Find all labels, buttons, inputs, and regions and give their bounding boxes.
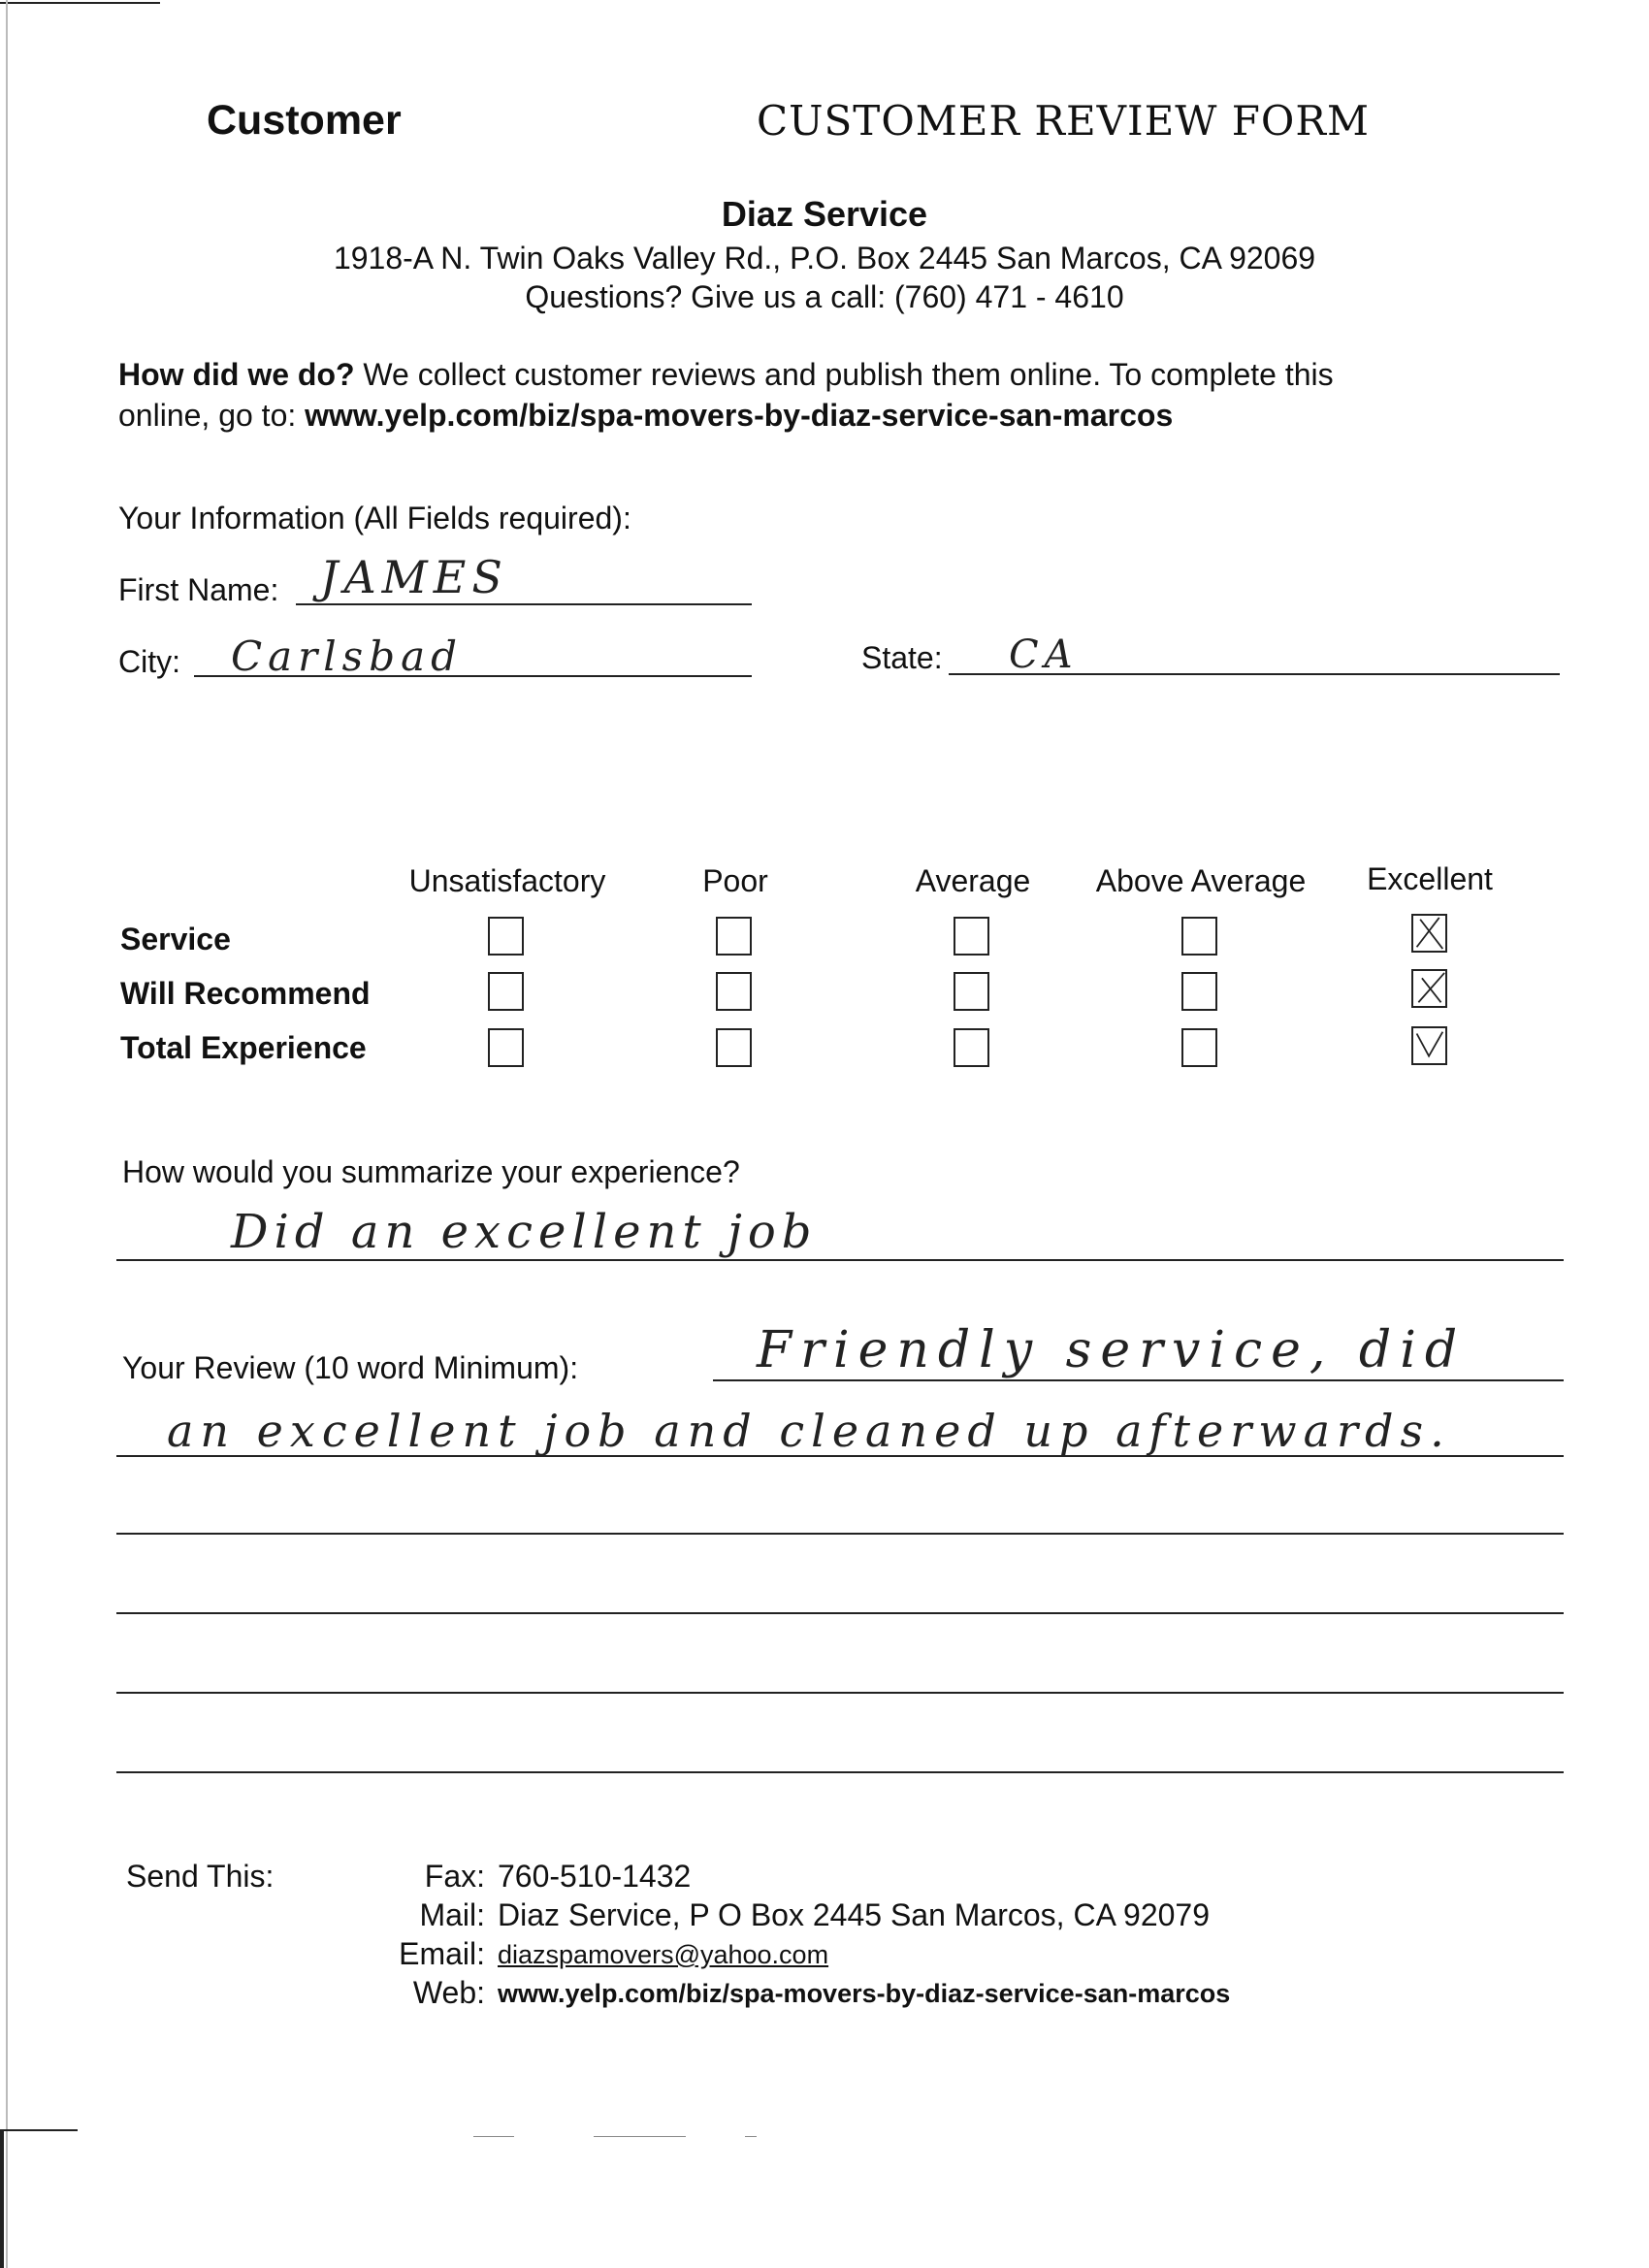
first-name-line [296, 603, 752, 605]
col-poor: Poor [702, 863, 768, 898]
first-name-value[interactable]: JAMES [320, 551, 508, 603]
row-label-total-experience: Total Experience [120, 1030, 367, 1065]
checkbox-recommend-above-average[interactable] [1181, 972, 1217, 1011]
city-value[interactable]: Carlsbad [231, 632, 464, 680]
scan-edge-left-lower [0, 2129, 4, 2268]
email-label: Email: [399, 1936, 485, 1971]
checkbox-total-excellent[interactable] [1411, 1026, 1447, 1065]
intro-lead: How did we do? [118, 357, 355, 392]
header-title: Customer [207, 97, 402, 144]
fax-value: 760-510-1432 [498, 1859, 692, 1894]
company-phone: Questions? Give us a call: (760) 471 - 4610 [525, 279, 1124, 314]
fax-label: Fax: [424, 1859, 485, 1894]
review-line-5 [116, 1692, 1564, 1694]
review-text-line-2[interactable]: an excellent job and cleaned up afterwards. [167, 1405, 1451, 1457]
web-link[interactable]: www.yelp.com/biz/spa-movers-by-diaz-service-san-marcos [498, 1979, 1231, 2008]
intro-text-1: We collect customer reviews and publish them online. To complete this [354, 357, 1334, 392]
scan-edge-left [6, 0, 8, 2268]
form-title: CUSTOMER REVIEW FORM [757, 97, 1370, 145]
checkbox-recommend-poor[interactable] [716, 972, 752, 1011]
summary-question: How would you summarize your experience? [122, 1154, 740, 1189]
col-above-average: Above Average [1095, 863, 1307, 898]
review-line-6 [116, 1771, 1564, 1773]
yelp-url[interactable]: www.yelp.com/biz/spa-movers-by-diaz-service-san-marcos [305, 398, 1174, 433]
checkbox-recommend-average[interactable] [954, 972, 989, 1011]
review-text-line-1[interactable]: Friendly service, did [757, 1321, 1467, 1379]
mail-label: Mail: [419, 1897, 485, 1932]
email-link[interactable]: diazspamovers@yahoo.com [498, 1940, 829, 1969]
checkbox-recommend-excellent[interactable] [1411, 969, 1447, 1008]
info-heading: Your Information (All Fields required): [118, 501, 631, 535]
city-label: City: [118, 644, 180, 679]
checkbox-recommend-unsatisfactory[interactable] [488, 972, 524, 1011]
web-label: Web: [412, 1975, 485, 2010]
intro-line-2 [118, 398, 1173, 434]
review-line-1 [713, 1379, 1564, 1381]
checkbox-service-excellent[interactable] [1411, 914, 1447, 953]
company-name: Diaz Service [721, 194, 928, 234]
scan-edge-top [0, 2, 160, 4]
review-line-4 [116, 1612, 1564, 1614]
checkbox-service-above-average[interactable] [1181, 917, 1217, 956]
review-label: Your Review (10 word Minimum): [122, 1350, 579, 1385]
mail-value: Diaz Service, P O Box 2445 San Marcos, CA 92079 [498, 1897, 1211, 1932]
col-unsatisfactory: Unsatisfactory [408, 863, 606, 898]
scan-edge-bottom-left [0, 2129, 78, 2131]
checkbox-total-poor[interactable] [716, 1028, 752, 1067]
checkbox-service-average[interactable] [954, 917, 989, 956]
summary-answer[interactable]: Did an excellent job [231, 1205, 818, 1259]
review-line-3 [116, 1533, 1564, 1535]
check-mark-icon [1413, 916, 1445, 951]
scan-dash [594, 2136, 686, 2137]
company-address: 1918-A N. Twin Oaks Valley Rd., P.O. Box 2445 San Marcos, CA 92069 [333, 241, 1316, 275]
intro-line-1 [118, 357, 1334, 393]
summary-line [116, 1259, 1564, 1261]
checkbox-total-average[interactable] [954, 1028, 989, 1067]
first-name-label: First Name: [118, 572, 279, 607]
checkbox-total-above-average[interactable] [1181, 1028, 1217, 1067]
scan-dash [473, 2136, 514, 2137]
row-label-will-recommend: Will Recommend [120, 976, 371, 1011]
check-mark-icon [1413, 1028, 1445, 1063]
send-label: Send This: [126, 1859, 275, 1894]
col-excellent: Excellent [1367, 861, 1493, 896]
checkbox-total-unsatisfactory[interactable] [488, 1028, 524, 1067]
checkbox-service-unsatisfactory[interactable] [488, 917, 524, 956]
check-mark-icon [1413, 971, 1445, 1006]
intro-text-2: online, go to: [118, 398, 306, 433]
state-value[interactable]: CA [1009, 632, 1079, 677]
checkbox-service-poor[interactable] [716, 917, 752, 956]
scan-dash [745, 2136, 757, 2137]
state-label: State: [861, 640, 943, 675]
row-label-service: Service [120, 922, 231, 956]
col-average: Average [915, 863, 1031, 898]
